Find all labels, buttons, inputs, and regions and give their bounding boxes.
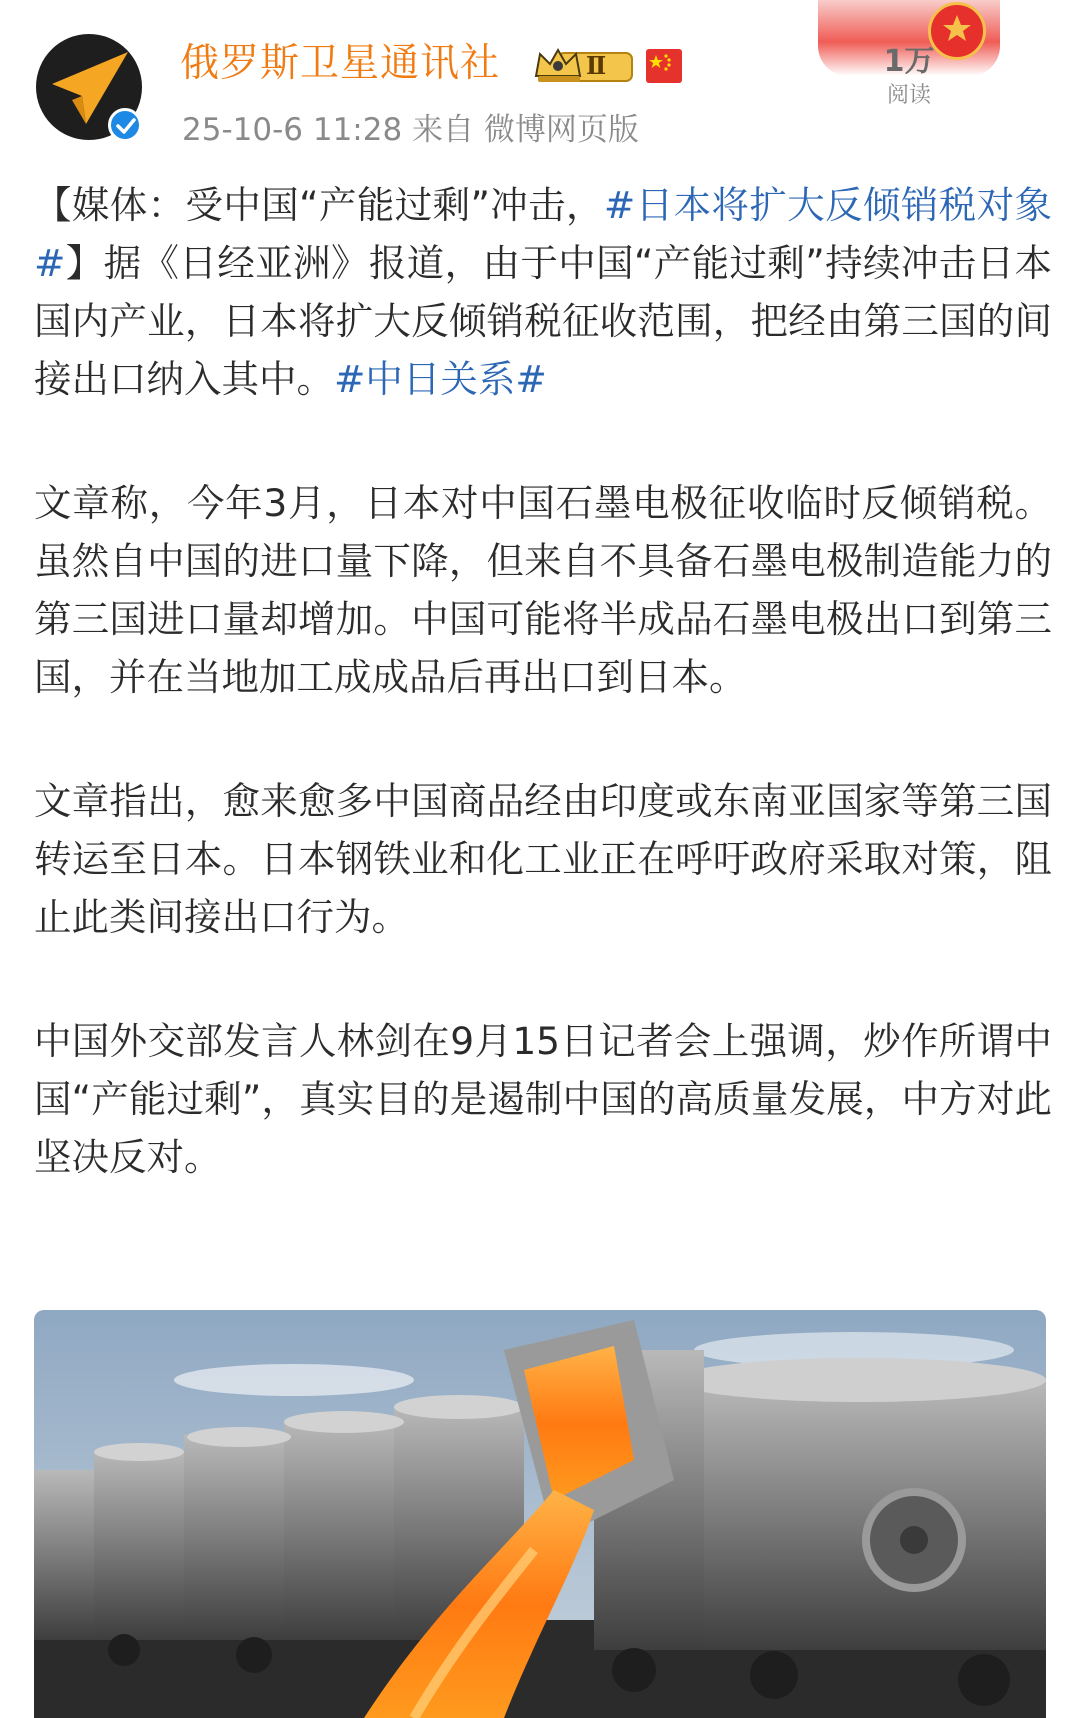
paragraph-1-intro: 【媒体：受中国“产能过剩”冲击， [34,183,604,227]
post-source: 来自 微博网页版 [412,112,639,148]
paragraph-1 [34,176,1052,408]
china-flag-icon [646,49,682,83]
post-image[interactable] [34,1310,1046,1718]
read-count-block [818,0,1000,118]
molten-steel-ladles-illustration [34,1310,1046,1718]
vip-badge[interactable] [530,46,636,86]
verified-check-icon [115,116,137,136]
post-header [0,0,1080,160]
paragraph-4: 中国外交部发言人林剑在9月15日记者会上强调，炒作所谓中国“产能过剩”，真实目的是遏制中国的高质量发展，中方对此坚决反对。 [34,1019,1052,1179]
paragraph-2: 文章称，今年3月，日本对中国石墨电极征收临时反倾销税。虽然自中国的进口量下降，但来自不具备石墨电极制造能力的第三国进口量却增加。中国可能将半成品石墨电极出口到第三国，并在当地加工成成品后再出口到日本。 [34,481,1052,699]
post-body [34,176,1052,1186]
hashtag-china-japan-relations[interactable]: #中日关系# [334,357,547,401]
hashtag-japan-anti-dumping[interactable]: #日本将扩大反倾销税对象# [34,183,1053,285]
post-timestamp[interactable]: 25-10-6 11:28 [182,112,403,148]
account-name[interactable]: 俄罗斯卫星通讯社 [180,41,501,86]
read-label: 阅读 [886,83,931,108]
verified-badge [108,108,142,142]
paragraph-3: 文章指出，愈来愈多中国商品经由印度或东南亚国家等第三国转运至日本。日本钢铁业和化工业正在呼吁政府采取对策，阻止此类间接出口行为。 [34,779,1052,939]
crown-vip-badge-icon [530,46,636,86]
vip-level-label: Ⅱ [586,51,607,80]
paragraph-1-text: 】据《日经亚洲》报道，由于中国“产能过剩”持续冲击日本国内产业，日本将扩大反倾销税征收范围，把经由第三国的间接出口纳入其中。 [34,241,1052,401]
read-count: 1万 [883,44,935,79]
